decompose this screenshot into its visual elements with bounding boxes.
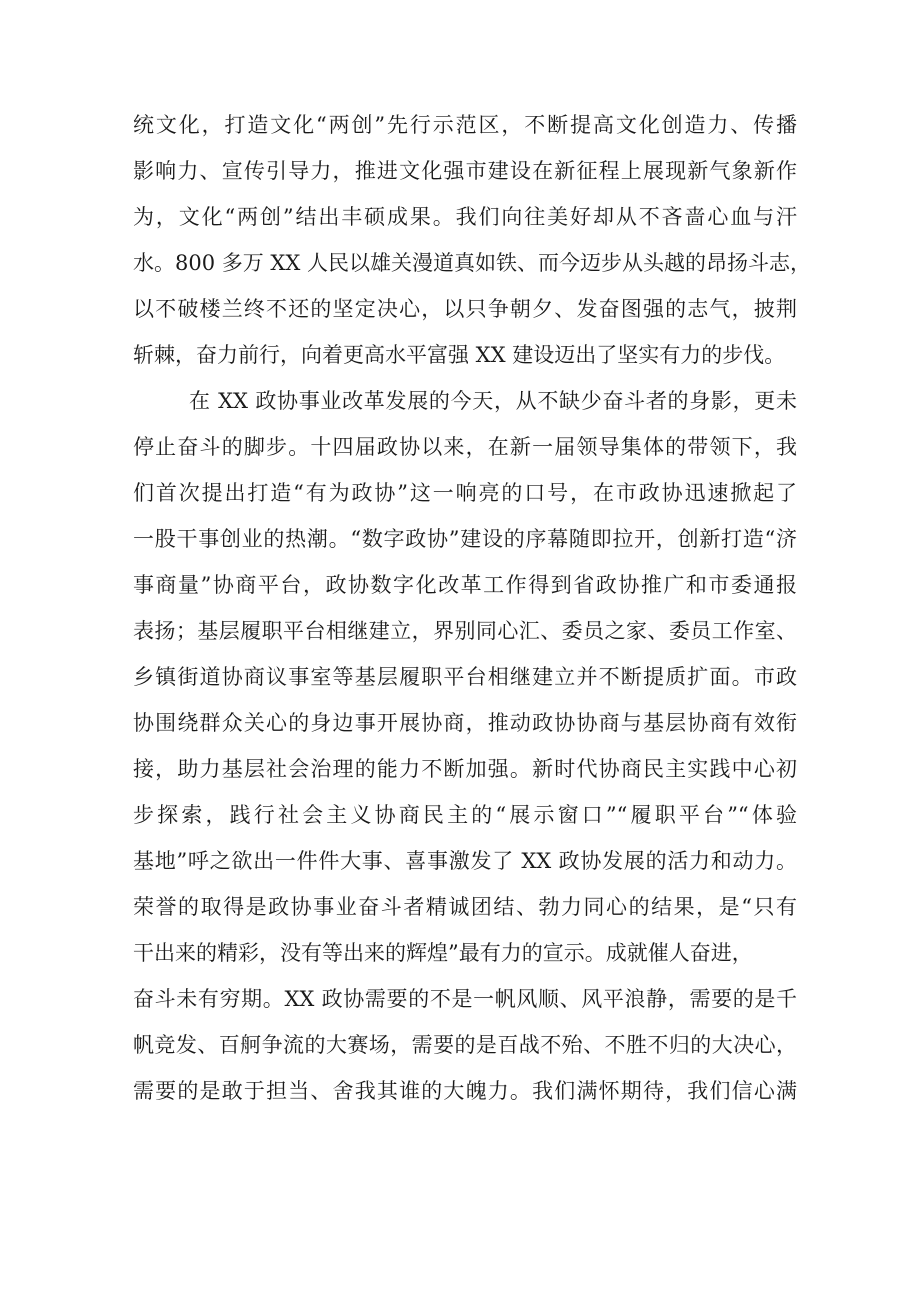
paragraph-1 — [133, 102, 812, 378]
text-line: 在 XX 政协事业改革发展的今天，从不缺少奋斗者的身影，更未 — [189, 389, 797, 413]
text-line: 荣誉的取得是政协事业奋斗者精诚团结、勃力同心的结果，是“只有 — [133, 895, 797, 919]
text-line: 以不破楼兰终不还的坚定决心，以只争朝夕、发奋图强的志气，披荆 — [133, 297, 797, 321]
text-line: 一股干事创业的热潮。“数字政协”建设的序幕随即拉开，创新打造“济 — [133, 527, 797, 551]
text-line: 水。800 多万 XX 人民以雄关漫道真如铁、而今迈步从头越的昂扬斗志， — [133, 251, 812, 275]
text-line: 接，助力基层社会治理的能力不断加强。新时代协商民主实践中心初 — [133, 757, 797, 781]
text-line: 事商量”协商平台，政协数字化改革工作得到省政协推广和市委通报 — [133, 573, 797, 597]
text-line: 影响力、宣传引导力，推进文化强市建设在新征程上展现新气象新作 — [133, 159, 797, 183]
text-line: 斩棘，奋力前行，向着更高水平富强 XX 建设迈出了坚实有力的步伐。 — [133, 343, 786, 367]
text-line: 们首次提出打造“有为政协”这一响亮的口号，在市政协迅速掀起了 — [133, 481, 797, 505]
text-line: 干出来的精彩，没有等出来的辉煌”最有力的宣示。成就催人奋进， — [133, 941, 753, 965]
text-line: 帆竞发、百舸争流的大赛场，需要的是百战不殆、不胜不归的大决心， — [133, 1033, 797, 1057]
paragraph-2 — [133, 378, 797, 1114]
text-line: 基地”呼之欲出一件件大事、喜事激发了 XX 政协发展的活力和动力。 — [133, 849, 797, 873]
text-line: 需要的是敢于担当、舍我其谁的大魄力。我们满怀期待，我们信心满 — [133, 1079, 797, 1103]
text-line: 乡镇街道协商议事室等基层履职平台相继建立并不断提质扩面。市政 — [133, 665, 797, 689]
text-line: 奋斗未有穷期。XX 政协需要的不是一帆风顺、风平浪静，需要的是千 — [133, 987, 797, 1011]
text-line: 步探索，践行社会主义协商民主的“展示窗口”“履职平台”“体验 — [133, 803, 797, 827]
text-line: 停止奋斗的脚步。十四届政协以来，在新一届领导集体的带领下，我 — [133, 435, 797, 459]
text-line: 表扬；基层履职平台相继建立，界别同心汇、委员之家、委员工作室、 — [133, 619, 797, 643]
text-line: 为，文化“两创”结出丰硕成果。我们向往美好却从不吝啬心血与汗 — [133, 205, 797, 229]
text-line: 协围绕群众关心的身边事开展协商，推动政协协商与基层协商有效衔 — [133, 711, 797, 735]
text-line: 统文化，打造文化“两创”先行示范区，不断提高文化创造力、传播 — [133, 113, 797, 137]
document-body — [133, 102, 812, 1114]
